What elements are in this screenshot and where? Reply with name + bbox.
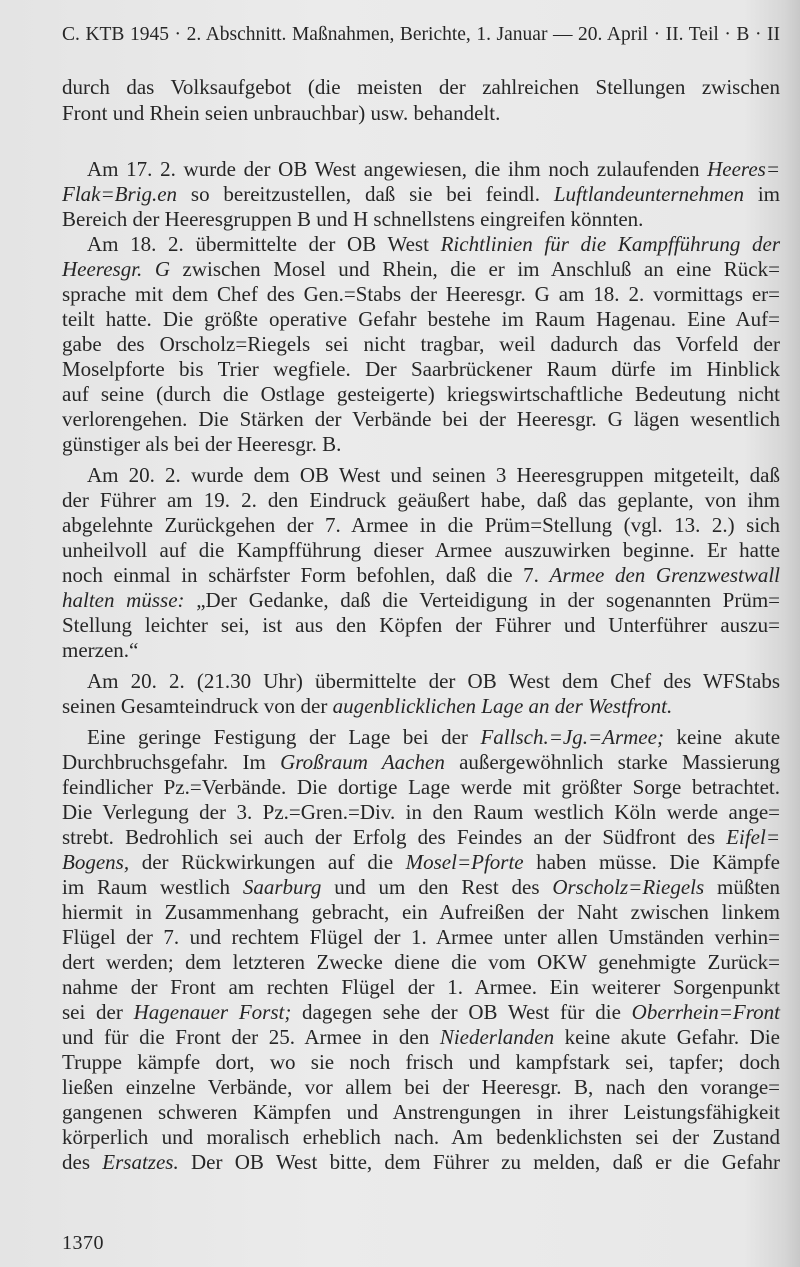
text-run: haben müsse. Die Kämpfe	[523, 850, 780, 874]
text-run: körperlich und moralisch erheblich nach. Am bedenklichsten sei der Zustand	[62, 1125, 780, 1149]
text-run: ließen einzelne Verbände, vor allem bei der Heeresgr. B, nach den vorange=	[62, 1075, 780, 1099]
text-run: und um den Rest des	[321, 875, 553, 899]
paragraph	[62, 669, 780, 719]
text-run: Am 20. 2. (21.30 Uhr) übermittelte der OB West dem Chef des WFStabs	[87, 669, 780, 693]
text-run: Der OB West bitte, dem Führer zu melden, daß er die Gefahr	[178, 1150, 780, 1174]
text-line	[62, 588, 780, 613]
italic-text: Armee den Grenzwestwall	[549, 563, 780, 587]
text-line	[62, 157, 780, 182]
text-run: im Raum westlich	[62, 875, 243, 899]
text-line	[62, 488, 780, 513]
italic-text: Eifel=	[726, 825, 780, 849]
text-run: Moselpforte bis Trier wegfiele. Der Saarbrückener Raum dürfe im Hinblick	[62, 357, 780, 381]
text-run: Durchbruchsgefahr. Im	[62, 750, 281, 774]
text-run: keine akute Gefahr. Die	[554, 1025, 780, 1049]
text-line	[62, 875, 780, 900]
text-run: Front und Rhein seien unbrauchbar) usw. behandelt.	[62, 101, 501, 125]
text-run: sprache mit dem Chef des Gen.=Stabs der Heeresgr. G am 18. 2. vormittags er=	[62, 282, 780, 306]
text-line	[62, 74, 780, 100]
italic-text: Hagenauer Forst;	[133, 1000, 292, 1024]
text-run: seinen Gesamteindruck von der	[62, 694, 333, 718]
text-run: hiermit in Zusammenhang gebracht, ein Aufreißen der Naht zwischen linkem	[62, 900, 780, 924]
text-line	[62, 775, 780, 800]
italic-text: Flak=Brig.en	[62, 182, 178, 206]
text-line	[62, 282, 780, 307]
italic-text: Heeres=	[707, 157, 780, 181]
text-run: gangenen schweren Kämpfen und Anstrengungen in ihrer Leistungsfähigkeit	[62, 1100, 780, 1124]
text-run: auf seine (durch die Ostlage gesteigerte) kriegswirtschaftliche Bedeutung nicht	[62, 382, 780, 406]
text-run: Am 17. 2. wurde der OB West angewiesen, die ihm noch zulaufenden	[87, 157, 708, 181]
text-line	[62, 750, 780, 775]
text-line	[62, 357, 780, 382]
text-run: verlorengehen. Die Stärken der Verbände bei der Heeresgr. G lägen wesentlich	[62, 407, 780, 431]
text-run: günstiger als bei der Heeresgr. B.	[62, 432, 342, 456]
text-run: Flügel der 7. und rechtem Flügel der 1. Armee unter allen Umständen verhin=	[62, 925, 780, 949]
text-line	[62, 513, 780, 538]
text-line	[62, 207, 780, 232]
text-line	[62, 975, 780, 1000]
text-run: der Rückwirkungen auf die	[129, 850, 406, 874]
text-run: dert werden; dem letzteren Zwecke diene die vom OKW genehmigte Zurück=	[62, 950, 780, 974]
italic-text: Fallsch.=Jg.=Armee;	[480, 725, 664, 749]
paragraph	[62, 157, 780, 232]
text-line	[62, 850, 780, 875]
text-run: des	[62, 1150, 103, 1174]
text-run: Eine geringe Festigung der Lage bei der	[87, 725, 481, 749]
italic-text: Oberrhein=Front	[631, 1000, 780, 1024]
text-run: außergewöhnlich starke Massierung	[444, 750, 780, 774]
italic-text: Niederlanden	[439, 1025, 555, 1049]
text-run: Am 20. 2. wurde dem OB West und seinen 3 Heeresgruppen mitgeteilt, daß	[87, 463, 780, 487]
italic-text: Orscholz=Riegels	[552, 875, 705, 899]
italic-text: Richtlinien für die Kampfführung der	[440, 232, 781, 256]
text-run: der Führer am 19. 2. den Eindruck geäußert habe, daß das geplante, von ihm	[62, 488, 780, 512]
text-run: merzen.“	[62, 638, 139, 662]
text-run: und für die Front der 25. Armee in den	[62, 1025, 440, 1049]
italic-text: Bogens,	[62, 850, 130, 874]
text-line	[62, 1125, 780, 1150]
text-run: müßten	[704, 875, 780, 899]
italic-text: halten müsse:	[62, 588, 185, 612]
italic-text: Mosel=Pforte	[405, 850, 524, 874]
text-line	[62, 382, 780, 407]
text-run: noch einmal in schärfster Form befohlen, daß die 7.	[62, 563, 550, 587]
text-run: keine akute	[663, 725, 781, 749]
text-line	[62, 825, 780, 850]
text-run: teilt hatte. Die größte operative Gefahr bestehe im Raum Hagenau. Eine Auf=	[62, 307, 780, 331]
text-run: sei der	[62, 1000, 134, 1024]
text-line	[62, 900, 780, 925]
paragraph	[62, 725, 780, 1175]
text-line	[62, 1050, 780, 1075]
italic-text: Luftlandeunternehmen	[553, 182, 744, 206]
text-run: gabe des Orscholz=Riegels sei nicht tragbar, weil dadurch das Vorfeld der	[62, 332, 780, 356]
text-run: so bereitzustellen, daß sie bei feindl.	[177, 182, 554, 206]
text-line	[62, 1075, 780, 1100]
text-line	[62, 1150, 780, 1175]
text-run: durch das Volksaufgebot (die meisten der zahlreichen Stellungen zwischen	[62, 75, 780, 99]
text-line	[62, 182, 780, 207]
running-header: C. KTB 1945 · 2. Abschnitt. Maßnahmen, Berichte, 1. Januar — 20. April · II. Teil · B · II	[62, 24, 780, 45]
italic-text: Ersatzes.	[102, 1150, 179, 1174]
italic-text: augenblicklichen Lage an der Westfront.	[332, 694, 673, 718]
text-run: im	[743, 182, 780, 206]
text-line	[62, 694, 780, 719]
italic-text: Saarburg	[242, 875, 322, 899]
text-line	[62, 407, 780, 432]
paragraph	[62, 74, 780, 126]
text-run: zwischen Mosel und Rhein, die er im Anschluß an eine Rück=	[170, 257, 780, 281]
italic-text: Großraum Aachen	[280, 750, 445, 774]
text-line	[62, 563, 780, 588]
text-line	[62, 925, 780, 950]
text-run: feindlicher Pz.=Verbände. Die dortige Lage werde mit größter Sorge betrachtet.	[62, 775, 780, 799]
text-run: Die Verlegung der 3. Pz.=Gren.=Div. in den Raum westlich Köln werde ange=	[62, 800, 780, 824]
text-run: Am 18. 2. übermittelte der OB West	[87, 232, 441, 256]
text-line	[62, 1025, 780, 1050]
text-line	[62, 307, 780, 332]
text-line	[62, 332, 780, 357]
text-line	[62, 613, 780, 638]
paragraph	[62, 463, 780, 663]
text-line	[62, 1000, 780, 1025]
text-line	[62, 800, 780, 825]
text-line	[62, 463, 780, 488]
text-line	[62, 432, 780, 457]
text-run: Stellung leichter sei, ist aus den Köpfen der Führer und Unterführer auszu=	[62, 613, 780, 637]
text-run: „Der Gedanke, daß die Verteidigung in der sogenannten Prüm=	[184, 588, 780, 612]
text-line	[62, 950, 780, 975]
text-line	[62, 638, 780, 663]
text-run: Truppe kämpfe dort, wo sie noch frisch und kampfstark sei, tapfer; doch	[62, 1050, 780, 1074]
page-number: 1370	[62, 1232, 104, 1254]
paragraph	[62, 232, 780, 457]
text-line	[62, 1100, 780, 1125]
text-line	[62, 100, 780, 126]
text-line	[62, 669, 780, 694]
text-run: strebt. Bedrohlich sei auch der Erfolg des Feindes an der Südfront des	[62, 825, 727, 849]
text-run: abgelehnte Zurückgehen der 7. Armee in die Prüm=Stellung (vgl. 13. 2.) sich	[62, 513, 780, 537]
text-run: unheilvoll auf die Kampfführung dieser Armee auszuwirken beginne. Er hatte	[62, 538, 780, 562]
text-run: dagegen sehe der OB West für die	[291, 1000, 632, 1024]
text-line	[62, 725, 780, 750]
body-text	[62, 74, 780, 1175]
italic-text: Heeresgr. G	[62, 257, 170, 281]
text-run: Bereich der Heeresgruppen B und H schnellstens eingreifen könnten.	[62, 207, 644, 231]
text-run: nahme der Front am rechten Flügel der 1. Armee. Ein weiterer Sorgenpunkt	[62, 975, 780, 999]
text-line	[62, 232, 780, 257]
text-line	[62, 538, 780, 563]
text-line	[62, 257, 780, 282]
